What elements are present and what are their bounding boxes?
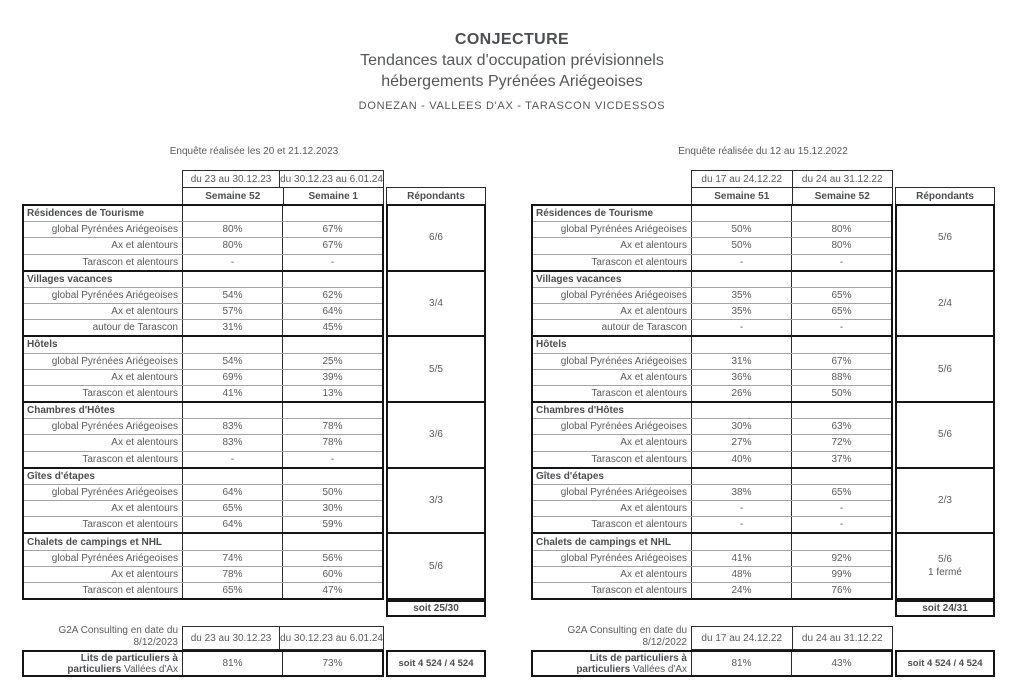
value-cell	[691, 206, 791, 221]
value-cell: 76%	[791, 583, 891, 598]
value-cell: 25%	[282, 354, 382, 369]
row-label: global Pyrénées Ariégeoises	[51, 552, 178, 564]
value-cell: 48%	[691, 567, 791, 582]
value-cell	[691, 469, 791, 484]
respondents-cell	[388, 401, 484, 467]
source-line: G2A Consulting en date du	[58, 625, 178, 636]
section-header-row	[533, 532, 891, 549]
value-cell	[791, 206, 891, 221]
row-label: global Pyrénées Ariégeoises	[560, 552, 687, 564]
footer-value-cell: 81%	[691, 652, 791, 675]
value-cell: -	[282, 255, 382, 270]
value-cell: 83%	[182, 435, 282, 450]
row-label: Ax et alentours	[620, 437, 687, 449]
respondents-total-badge: soit 25/30	[386, 600, 486, 617]
footer-period-row	[691, 626, 893, 650]
section-title: Gîtes d'étapes	[536, 470, 604, 482]
value-cell: 65%	[182, 583, 282, 598]
row-label: Tarascon et alentours	[591, 519, 687, 531]
value-cell: 45%	[282, 320, 382, 335]
value-cell: 74%	[182, 551, 282, 566]
table-row	[533, 484, 891, 500]
section-title: Villages vacances	[536, 273, 622, 285]
value-cell: 80%	[791, 238, 891, 253]
respondents-cell	[388, 467, 484, 533]
week-header-cell: Semaine 52	[814, 190, 870, 202]
respondents-cell	[897, 335, 993, 401]
week-header-row	[691, 187, 893, 204]
value-cell: -	[791, 255, 891, 270]
table-row	[533, 385, 891, 401]
value-cell: 40%	[691, 452, 791, 467]
table-row	[24, 319, 382, 335]
value-cell: 59%	[282, 517, 382, 532]
respondents-cell	[897, 270, 993, 336]
row-label: global Pyrénées Ariégeoises	[560, 355, 687, 367]
value-cell	[182, 206, 282, 221]
value-cell: 72%	[791, 435, 891, 450]
row-label: Ax et alentours	[111, 306, 178, 318]
table-row	[24, 221, 382, 237]
value-cell: 99%	[791, 567, 891, 582]
table-row	[24, 582, 382, 598]
respondents-line: 6/6	[429, 232, 443, 244]
value-cell	[282, 469, 382, 484]
value-cell: 64%	[182, 517, 282, 532]
value-cell: 24%	[691, 583, 791, 598]
value-cell: -	[182, 452, 282, 467]
footer-total-badge: soit 4 524 / 4 524	[386, 650, 486, 677]
value-cell: 31%	[691, 354, 791, 369]
row-label: Ax et alentours	[620, 503, 687, 515]
value-cell: -	[282, 452, 382, 467]
table-row	[24, 254, 382, 270]
respondents-line: 5/6	[429, 560, 443, 572]
section-header-row	[24, 467, 382, 484]
table-row	[24, 484, 382, 500]
value-cell	[791, 469, 891, 484]
value-cell: 65%	[791, 304, 891, 319]
footer-label-bold: Lits de particuliers à particuliers	[576, 652, 687, 675]
row-label: global Pyrénées Ariégeoises	[51, 224, 178, 236]
section-header-row	[24, 270, 382, 287]
value-cell: -	[691, 517, 791, 532]
respondents-line: 5/6	[938, 554, 952, 566]
respondents-line: 3/4	[429, 298, 443, 309]
table-row	[24, 418, 382, 434]
table-row	[533, 418, 891, 434]
footer-label-regular: Vallées d'Ax	[124, 663, 178, 675]
value-cell: 35%	[691, 304, 791, 319]
value-cell	[691, 272, 791, 287]
table-row	[24, 434, 382, 450]
period-header-row	[182, 170, 384, 187]
row-label: global Pyrénées Ariégeoises	[51, 355, 178, 367]
section-title: Résidences de Tourisme	[536, 208, 654, 220]
value-cell: 65%	[791, 485, 891, 500]
value-cell: 63%	[791, 419, 891, 434]
respondents-column	[895, 204, 995, 600]
footer-total-badge: soit 4 524 / 4 524	[895, 650, 995, 677]
value-cell: 41%	[691, 551, 791, 566]
table-body	[531, 204, 893, 600]
value-cell: -	[182, 255, 282, 270]
value-cell: 37%	[791, 452, 891, 467]
section-header-row	[533, 206, 891, 221]
value-cell: 27%	[691, 435, 791, 450]
section-header-row	[533, 467, 891, 484]
value-cell: 50%	[791, 386, 891, 401]
section-header-row	[533, 335, 891, 352]
respondents-header: Répondants	[895, 187, 995, 204]
footer-row-label	[533, 652, 691, 675]
value-cell: 78%	[282, 419, 382, 434]
period-header-row	[691, 170, 893, 187]
respondents-cell	[388, 532, 484, 598]
row-label: Ax et alentours	[620, 371, 687, 383]
table-row	[24, 353, 382, 369]
footer-period-cell: du 30.12.23 au 6.01.24	[280, 632, 383, 644]
table-row	[533, 582, 891, 598]
section-header-row	[24, 206, 382, 221]
value-cell	[282, 272, 382, 287]
source-line: 8/12/2023	[133, 636, 178, 648]
respondents-cell	[897, 532, 993, 598]
week-header-cell: Semaine 52	[183, 188, 284, 204]
row-label: autour de Tarascon	[92, 322, 178, 334]
value-cell: 67%	[282, 222, 382, 237]
survey-table-2022	[531, 146, 995, 686]
row-label: Tarascon et alentours	[591, 256, 687, 268]
respondents-cell	[388, 335, 484, 401]
footer-row	[22, 650, 384, 677]
section-header-row	[533, 270, 891, 287]
row-label: autour de Tarascon	[601, 322, 687, 334]
row-label: Ax et alentours	[111, 568, 178, 580]
table-row	[24, 303, 382, 319]
table-row	[533, 287, 891, 303]
footer-value-cell: 43%	[791, 652, 891, 675]
table-row	[533, 500, 891, 516]
table-row	[533, 254, 891, 270]
section-title: Résidences de Tourisme	[27, 208, 145, 220]
section-title: Chalets de campings et NHL	[536, 536, 672, 548]
value-cell: 13%	[282, 386, 382, 401]
value-cell: 30%	[691, 419, 791, 434]
section-title: Hôtels	[536, 339, 567, 351]
table-caption: Enquête réalisée les 20 et 21.12.2023	[169, 146, 339, 157]
respondents-line: 5/6	[938, 363, 952, 375]
section-header-row	[533, 401, 891, 418]
page-subtitle-3: DONEZAN - VALLEES D'AX - TARASCON VICDESSOS	[358, 100, 666, 112]
table-row	[24, 550, 382, 566]
value-cell: 69%	[182, 370, 282, 385]
value-cell: 78%	[282, 435, 382, 450]
row-label: Tarascon et alentours	[82, 519, 178, 531]
value-cell: 50%	[691, 222, 791, 237]
value-cell	[282, 206, 382, 221]
table-row	[533, 451, 891, 467]
section-title: Villages vacances	[27, 273, 113, 285]
value-cell: -	[791, 501, 891, 516]
table-row	[533, 369, 891, 385]
value-cell	[791, 272, 891, 287]
row-label: Ax et alentours	[111, 503, 178, 515]
footer-period-cell: du 24 au 31.12.22	[801, 632, 883, 644]
value-cell: 64%	[182, 485, 282, 500]
section-title: Chambres d'Hôtes	[27, 405, 115, 417]
row-label: Ax et alentours	[111, 437, 178, 449]
respondents-line: 3/3	[429, 495, 443, 507]
value-cell	[282, 403, 382, 418]
value-cell: -	[691, 255, 791, 270]
value-cell	[182, 337, 282, 352]
table-row	[24, 385, 382, 401]
value-cell: 83%	[182, 419, 282, 434]
footer-label-regular: Vallées d'Ax	[633, 663, 687, 675]
footer-label-bold: Lits de particuliers à particuliers	[67, 652, 178, 675]
source-line: G2A Consulting en date du	[567, 625, 687, 636]
value-cell: 80%	[182, 222, 282, 237]
value-cell: 88%	[791, 370, 891, 385]
row-label: Ax et alentours	[620, 568, 687, 580]
value-cell: -	[691, 501, 791, 516]
value-cell	[182, 469, 282, 484]
row-label: Ax et alentours	[111, 371, 178, 383]
period-header-cell: du 30.12.23 au 6.01.24	[280, 173, 383, 185]
value-cell	[791, 337, 891, 352]
value-cell	[691, 337, 791, 352]
table-row	[533, 221, 891, 237]
row-label: global Pyrénées Ariégeoises	[51, 487, 178, 498]
respondents-line: 1 fermé	[928, 567, 962, 579]
row-label: Ax et alentours	[111, 240, 178, 252]
value-cell: 50%	[691, 238, 791, 253]
row-label: global Pyrénées Ariégeoises	[560, 224, 687, 236]
value-cell: 65%	[182, 501, 282, 516]
respondents-line: 5/6	[938, 232, 952, 244]
value-cell	[791, 534, 891, 549]
value-cell: 47%	[282, 583, 382, 598]
value-cell: 30%	[282, 501, 382, 516]
value-cell: 36%	[691, 370, 791, 385]
week-header-cell: Semaine 1	[308, 190, 358, 202]
table-row	[24, 566, 382, 582]
row-label: global Pyrénées Ariégeoises	[51, 289, 178, 301]
section-title: Hôtels	[27, 339, 58, 351]
week-header-row	[182, 187, 384, 204]
table-caption: Enquête réalisée du 12 au 15.12.2022	[678, 146, 848, 157]
table-row	[24, 500, 382, 516]
value-cell	[282, 534, 382, 549]
value-cell	[282, 337, 382, 352]
row-label: Tarascon et alentours	[82, 387, 178, 399]
table-row	[24, 369, 382, 385]
section-header-row	[24, 401, 382, 418]
table-row	[533, 516, 891, 532]
source-label	[22, 625, 178, 648]
value-cell	[182, 403, 282, 418]
row-label: global Pyrénées Ariégeoises	[560, 487, 687, 498]
footer-value-cell: 73%	[282, 652, 382, 675]
footer-value-cell: 81%	[182, 652, 282, 675]
value-cell: 60%	[282, 567, 382, 582]
respondents-total-badge: soit 24/31	[895, 600, 995, 617]
section-title: Chalets de campings et NHL	[27, 536, 163, 548]
table-row	[533, 566, 891, 582]
section-title: Gîtes d'étapes	[27, 470, 95, 482]
row-label: Ax et alentours	[620, 306, 687, 318]
page-title: CONJECTURE	[454, 31, 570, 48]
row-label: Tarascon et alentours	[591, 453, 687, 465]
value-cell: 80%	[182, 238, 282, 253]
value-cell: 26%	[691, 386, 791, 401]
value-cell: -	[791, 517, 891, 532]
respondents-line: 5/5	[429, 363, 443, 375]
table-row	[533, 550, 891, 566]
section-header-row	[24, 532, 382, 549]
row-label: Tarascon et alentours	[82, 453, 178, 465]
value-cell: 41%	[182, 386, 282, 401]
row-label: Tarascon et alentours	[82, 585, 178, 597]
respondents-line: 2/4	[938, 298, 952, 309]
table-body	[22, 204, 384, 600]
value-cell	[691, 534, 791, 549]
table-row	[24, 287, 382, 303]
period-header-cell: du 24 au 31.12.22	[801, 173, 883, 185]
value-cell: 39%	[282, 370, 382, 385]
value-cell: 35%	[691, 288, 791, 303]
row-label: global Pyrénées Ariégeoises	[560, 289, 687, 301]
value-cell: 50%	[282, 485, 382, 500]
page-subtitle-1: Tendances taux d'occupation prévisionnels	[360, 52, 664, 69]
value-cell: 54%	[182, 288, 282, 303]
value-cell: 64%	[282, 304, 382, 319]
source-line: 8/12/2022	[642, 636, 687, 648]
row-label: Tarascon et alentours	[591, 387, 687, 399]
respondents-cell	[897, 401, 993, 467]
period-header-cell: du 17 au 24.12.22	[692, 171, 793, 187]
value-cell	[182, 272, 282, 287]
value-cell: -	[691, 320, 791, 335]
value-cell: 38%	[691, 485, 791, 500]
table-row	[24, 451, 382, 467]
value-cell	[791, 403, 891, 418]
respondents-column	[386, 204, 486, 600]
value-cell: 31%	[182, 320, 282, 335]
source-label	[531, 625, 687, 648]
value-cell: 57%	[182, 304, 282, 319]
footer-period-row	[182, 626, 384, 650]
section-title: Chambres d'Hôtes	[536, 405, 624, 417]
respondents-cell	[897, 467, 993, 533]
value-cell: 80%	[791, 222, 891, 237]
table-row	[533, 434, 891, 450]
page-subtitle-2: hébergements Pyrénées Ariégeoises	[381, 73, 643, 90]
row-label: Tarascon et alentours	[591, 585, 687, 597]
value-cell: 67%	[282, 238, 382, 253]
value-cell: 54%	[182, 354, 282, 369]
value-cell: -	[791, 320, 891, 335]
value-cell: 65%	[791, 288, 891, 303]
value-cell: 56%	[282, 551, 382, 566]
week-header-cell: Semaine 51	[692, 188, 793, 204]
respondents-line: 2/3	[938, 495, 952, 507]
footer-row-label	[24, 652, 182, 675]
table-row	[533, 303, 891, 319]
value-cell: 67%	[791, 354, 891, 369]
respondents-cell	[897, 206, 993, 270]
respondents-cell	[388, 270, 484, 336]
section-header-row	[24, 335, 382, 352]
table-row	[533, 237, 891, 253]
value-cell: 78%	[182, 567, 282, 582]
value-cell: 62%	[282, 288, 382, 303]
row-label: global Pyrénées Ariégeoises	[560, 421, 687, 433]
row-label: Ax et alentours	[620, 240, 687, 252]
survey-table-2023	[22, 146, 486, 686]
row-label: Tarascon et alentours	[82, 256, 178, 268]
respondents-line: 3/6	[429, 429, 443, 441]
value-cell	[691, 403, 791, 418]
footer-period-cell: du 17 au 24.12.22	[692, 627, 793, 649]
respondents-line: 5/6	[938, 429, 952, 441]
report-header	[0, 30, 1024, 113]
value-cell: 92%	[791, 551, 891, 566]
respondents-cell	[388, 206, 484, 270]
table-row	[533, 353, 891, 369]
footer-period-cell: du 23 au 30.12.23	[183, 627, 280, 649]
footer-row	[531, 650, 893, 677]
respondents-header: Répondants	[386, 187, 486, 204]
period-header-cell: du 23 au 30.12.23	[183, 171, 280, 187]
value-cell	[182, 534, 282, 549]
table-row	[533, 319, 891, 335]
row-label: global Pyrénées Ariégeoises	[51, 421, 178, 433]
table-row	[24, 237, 382, 253]
table-row	[24, 516, 382, 532]
